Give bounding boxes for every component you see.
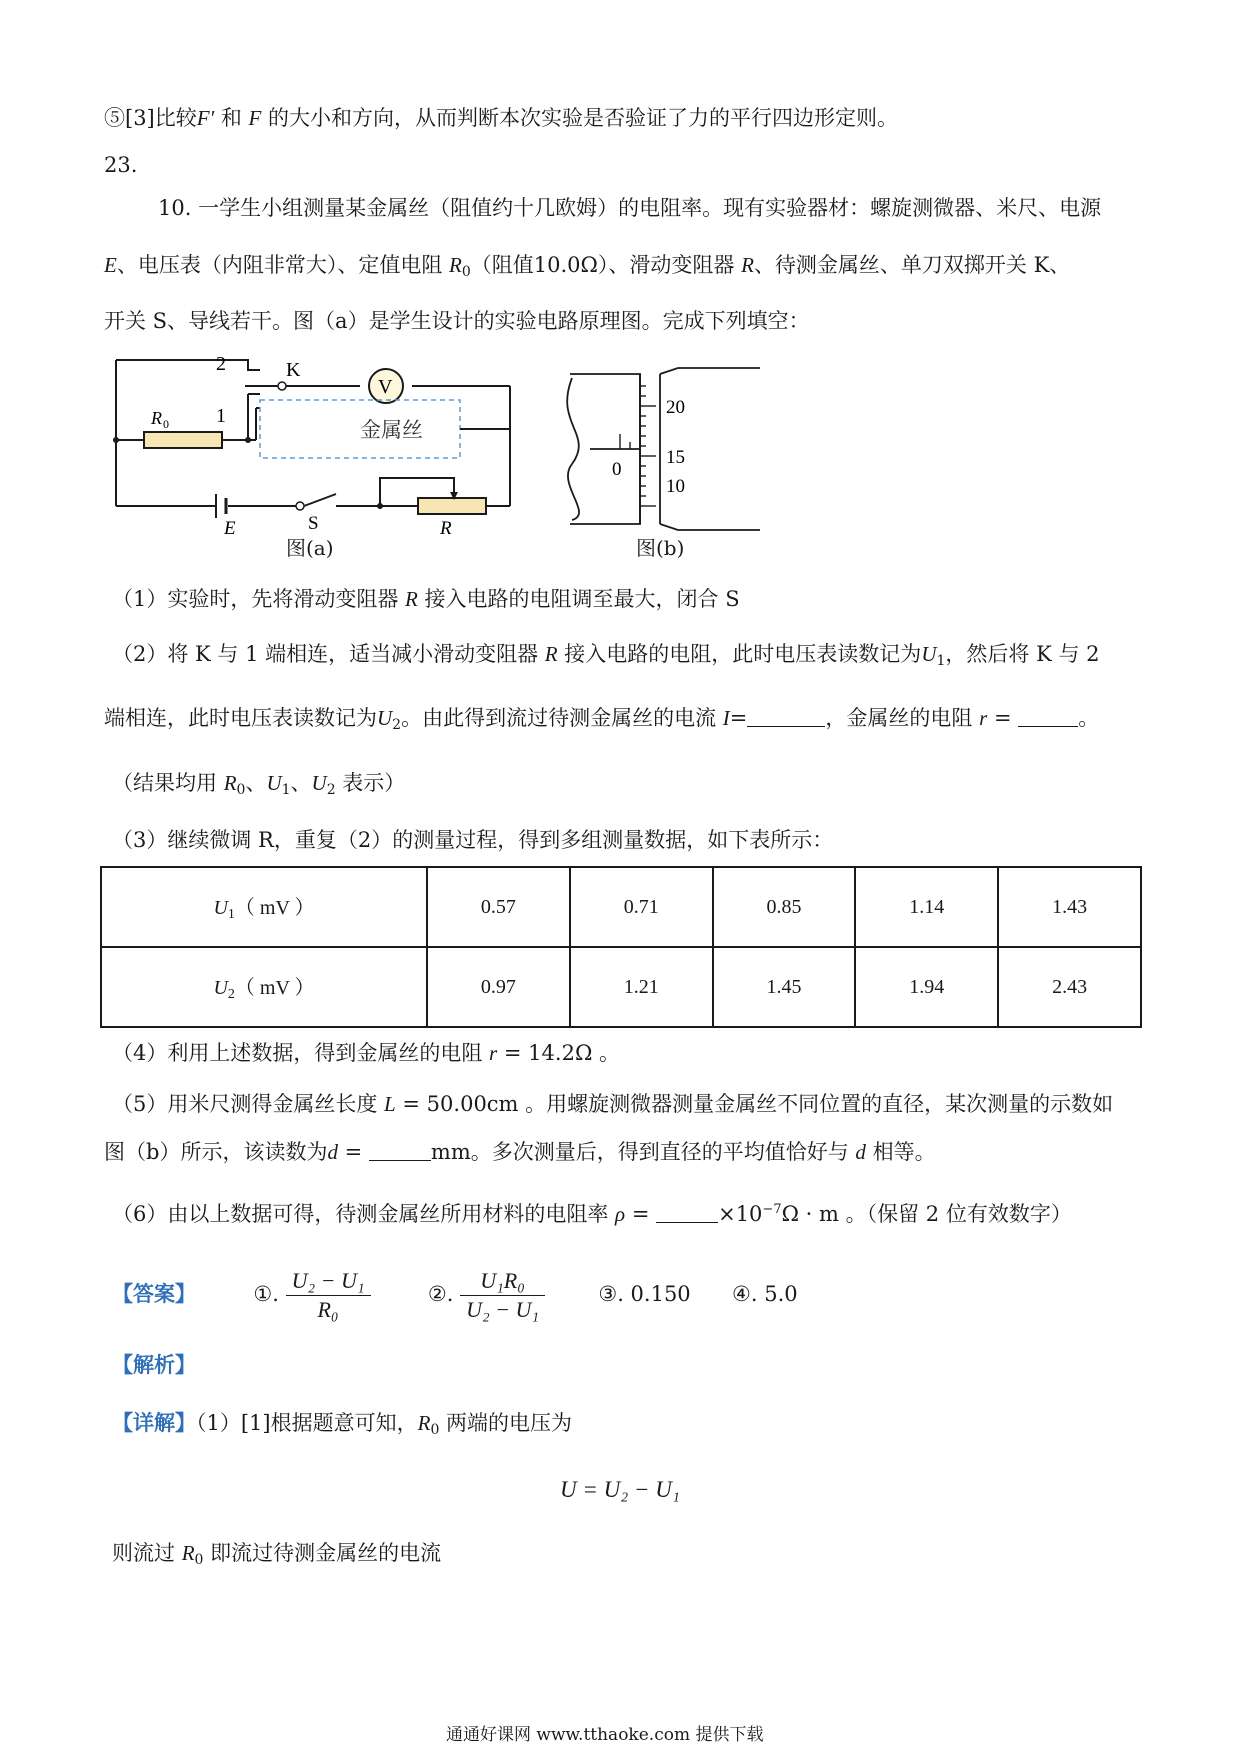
question-5-line-1: （5）用米尺测得金属丝长度 L = 50.00cm 。用螺旋测微器测量金属丝不同位置的直径，某次测量的示数如 <box>112 1092 1114 1116</box>
answer-tag: 【答案】 <box>112 1281 196 1306</box>
k-label: K <box>286 359 301 381</box>
wire-label: 金属丝 <box>360 418 423 442</box>
table-cell: 2.43 <box>998 947 1141 1027</box>
answer-row: 【答案】 ①. $\frac{\text{U₂ − U₁}}{\text{R₀}}$ ②. $\frac{\text{U₁R₀}}{\text{U₂ − U₁}}$ ③. 0.150 ④. 5.0 <box>112 1268 798 1322</box>
table-cell: 0.85 <box>713 867 856 947</box>
micrometer-figure <box>560 364 770 534</box>
table-cell: 0.97 <box>427 947 570 1027</box>
table-row <box>101 867 1141 947</box>
r0-label: R <box>151 408 162 428</box>
question-1: （1）实验时，先将滑动变阻器 R 接入电路的电阻调至最大，闭合 S <box>112 587 740 611</box>
zero-mark: 0 <box>612 459 622 480</box>
question-2-line-2: 端相连，此时电压表读数记为$U_2$。由此得到流过待测金属丝的电流 I= ，金属丝的电阻 r = 。 <box>104 706 1100 733</box>
table-row <box>101 947 1141 1027</box>
detail-line: 【详解】（1）[1]根据题意可知，$R_0$ 两端的电压为 <box>112 1410 573 1438</box>
r-label: R <box>440 518 452 539</box>
blank-diameter[interactable] <box>369 1140 431 1161</box>
answer-3: ③. 0.150 <box>598 1282 691 1306</box>
tick-15: 15 <box>666 447 685 468</box>
r0-resistor <box>144 432 222 448</box>
circuit-diagram <box>108 348 528 548</box>
table-cell: 1.14 <box>855 867 998 947</box>
blank-resistance[interactable] <box>1018 706 1078 727</box>
figure-a-caption: 图(a) <box>286 536 334 560</box>
blank-resistivity[interactable] <box>656 1202 718 1223</box>
footer: 通通好课网 www.tthaoke.com 提供下载 <box>446 1725 764 1745</box>
problem-text-3: 开关 S、导线若干。图（a）是学生设计的实验电路原理图。完成下列填空： <box>104 309 810 333</box>
table-cell: 1.94 <box>855 947 998 1027</box>
analysis-tag: 【解析】 <box>112 1352 196 1377</box>
problem-text-2: E、电压表（内阻非常大）、定值电阻 $R_0$（阻值10.0Ω）、滑动变阻器 R、待测金属丝、单刀双掷开关 K、 <box>104 253 1071 280</box>
table-cell: 0.57 <box>427 867 570 947</box>
rheostat <box>418 498 486 514</box>
e-label: E <box>224 518 236 539</box>
table-cell: 1.21 <box>570 947 713 1027</box>
tick-10: 10 <box>666 476 685 497</box>
r0-sub: 0 <box>163 417 169 431</box>
figure-b-caption: 图(b) <box>636 536 685 560</box>
equation: U = U₂ − U₁ <box>560 1477 680 1502</box>
k-pos-1: 1 <box>216 405 226 427</box>
answer-2-fraction: $\frac{\text{U₁R₀}}{\text{U₂ − U₁}}$ <box>460 1267 545 1324</box>
row-header-u1: $U_1$（ mV ） <box>101 867 427 947</box>
question-5-line-2: 图（b）所示，该读数为d = mm。多次测量后，得到直径的平均值恰好与 d 相等。 <box>104 1140 936 1164</box>
table-cell: 1.43 <box>998 867 1141 947</box>
question-2-line-3: （结果均用 $R_0$、$U_1$、$U_2$ 表示） <box>112 771 406 798</box>
blank-current[interactable] <box>747 706 825 727</box>
tick-20: 20 <box>666 397 685 418</box>
data-table <box>100 866 1142 1028</box>
text-line-1: ⑤[3]比较F′ 和 F 的大小和方向，从而判断本次实验是否验证了力的平行四边形定则。 <box>104 106 899 130</box>
question-3: （3）继续微调 R，重复（2）的测量过程，得到多组测量数据，如下表所示： <box>112 828 834 852</box>
problem-text-1: 10. 一学生小组测量某金属丝（阻值约十几欧姆）的电阻率。现有实验器材：螺旋测微器、米尺、电源 <box>158 196 1102 220</box>
row-header-u2: $U_2$（ mV ） <box>101 947 427 1027</box>
answer-1-fraction: $\frac{\text{U₂ − U₁}}{\text{R₀}}$ <box>286 1267 371 1324</box>
question-4: （4）利用上述数据，得到金属丝的电阻 r = 14.2Ω 。 <box>112 1041 621 1065</box>
question-2-line-1: （2）将 K 与 1 端相连，适当减小滑动变阻器 R 接入电路的电阻，此时电压表读数记为$U_1$，然后将 K 与 2 <box>112 642 1100 669</box>
voltmeter-label: V <box>378 376 393 398</box>
k-pos-2: 2 <box>216 353 226 375</box>
question-number: 23. <box>104 153 138 177</box>
s-label: S <box>308 513 319 534</box>
table-cell: 0.71 <box>570 867 713 947</box>
table-cell: 1.45 <box>713 947 856 1027</box>
answer-4: ④. 5.0 <box>732 1282 798 1306</box>
question-6: （6）由以上数据可得，待测金属丝所用材料的电阻率 $\rho = \times 10^{-7}\Omega \cdot m$ 。（保留 2 位有效数字） <box>112 1202 1072 1226</box>
detail-last-line: 则流过 $R_0$ 即流过待测金属丝的电流 <box>112 1541 442 1568</box>
